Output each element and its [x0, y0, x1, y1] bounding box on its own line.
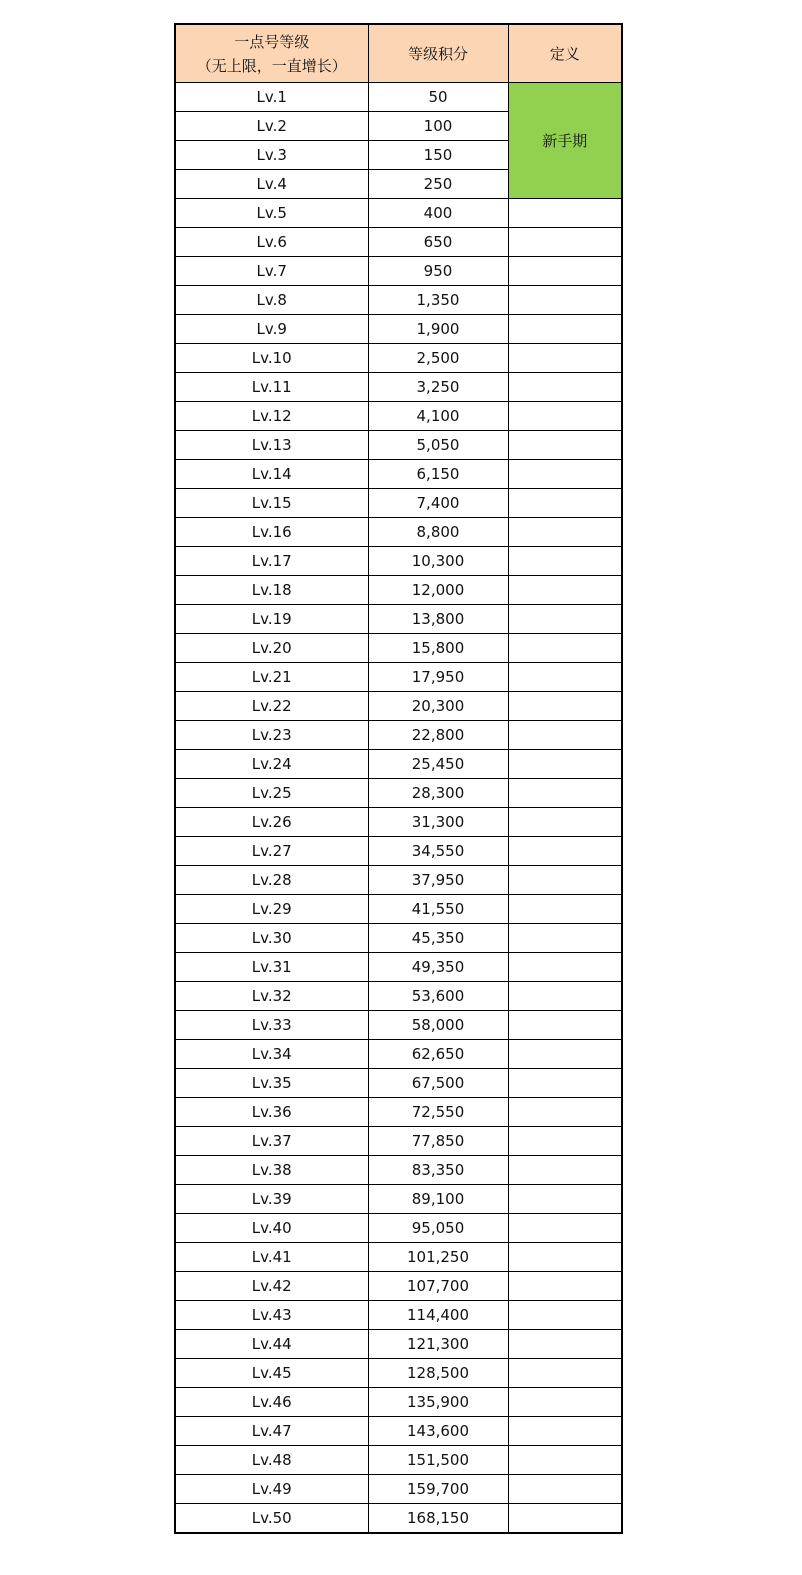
- table-row: [175, 895, 622, 924]
- table-row: [175, 286, 622, 315]
- level-cell: Lv.49: [175, 1475, 368, 1504]
- definition-cell: [508, 924, 622, 953]
- definition-cell: [508, 1504, 622, 1534]
- level-cell: Lv.37: [175, 1127, 368, 1156]
- table-row: [175, 402, 622, 431]
- definition-cell: [508, 1272, 622, 1301]
- level-cell: Lv.39: [175, 1185, 368, 1214]
- level-cell: Lv.48: [175, 1446, 368, 1475]
- points-cell: 15,800: [368, 634, 508, 663]
- level-cell: Lv.8: [175, 286, 368, 315]
- points-cell: 400: [368, 199, 508, 228]
- level-cell: Lv.21: [175, 663, 368, 692]
- level-cell: Lv.4: [175, 170, 368, 199]
- table-row: [175, 634, 622, 663]
- definition-cell: [508, 1040, 622, 1069]
- definition-cell: [508, 1243, 622, 1272]
- definition-cell: [508, 518, 622, 547]
- points-cell: 67,500: [368, 1069, 508, 1098]
- points-cell: 10,300: [368, 547, 508, 576]
- definition-cell: [508, 1098, 622, 1127]
- points-cell: 100: [368, 112, 508, 141]
- table-row: [175, 199, 622, 228]
- table-row: [175, 1417, 622, 1446]
- definition-cell: [508, 286, 622, 315]
- table-row: [175, 1504, 622, 1534]
- table-row: [175, 257, 622, 286]
- level-cell: Lv.31: [175, 953, 368, 982]
- level-cell: Lv.30: [175, 924, 368, 953]
- definition-cell: [508, 605, 622, 634]
- definition-cell: [508, 953, 622, 982]
- header-level-line2: （无上限，一直增长）: [196, 56, 347, 75]
- table-row: [175, 460, 622, 489]
- points-cell: 31,300: [368, 808, 508, 837]
- points-cell: 77,850: [368, 1127, 508, 1156]
- header-points: 等级积分: [368, 24, 508, 83]
- points-cell: 58,000: [368, 1011, 508, 1040]
- definition-cell: [508, 1127, 622, 1156]
- definition-cell: [508, 315, 622, 344]
- table-row: [175, 1359, 622, 1388]
- level-cell: Lv.14: [175, 460, 368, 489]
- level-cell: Lv.5: [175, 199, 368, 228]
- points-cell: 8,800: [368, 518, 508, 547]
- points-cell: 5,050: [368, 431, 508, 460]
- table-row: [175, 924, 622, 953]
- points-cell: 1,350: [368, 286, 508, 315]
- table-row: [175, 1069, 622, 1098]
- definition-cell: [508, 373, 622, 402]
- level-cell: Lv.45: [175, 1359, 368, 1388]
- table-row: [175, 1243, 622, 1272]
- points-cell: 37,950: [368, 866, 508, 895]
- level-cell: Lv.47: [175, 1417, 368, 1446]
- points-cell: 150: [368, 141, 508, 170]
- level-cell: Lv.6: [175, 228, 368, 257]
- definition-cell: [508, 692, 622, 721]
- level-cell: Lv.25: [175, 779, 368, 808]
- points-cell: 143,600: [368, 1417, 508, 1446]
- points-cell: 107,700: [368, 1272, 508, 1301]
- level-cell: Lv.19: [175, 605, 368, 634]
- table-row: [175, 750, 622, 779]
- level-cell: Lv.16: [175, 518, 368, 547]
- table-row: [175, 721, 622, 750]
- level-cell: Lv.42: [175, 1272, 368, 1301]
- level-cell: Lv.9: [175, 315, 368, 344]
- header-level-line1: 一点号等级: [234, 32, 310, 51]
- points-cell: 25,450: [368, 750, 508, 779]
- table-row: [175, 344, 622, 373]
- level-cell: Lv.10: [175, 344, 368, 373]
- points-cell: 95,050: [368, 1214, 508, 1243]
- definition-cell: [508, 228, 622, 257]
- definition-cell: [508, 634, 622, 663]
- table-row: [175, 866, 622, 895]
- points-cell: 101,250: [368, 1243, 508, 1272]
- level-cell: Lv.26: [175, 808, 368, 837]
- level-cell: Lv.17: [175, 547, 368, 576]
- level-cell: Lv.36: [175, 1098, 368, 1127]
- table-row: [175, 1156, 622, 1185]
- definition-cell: [508, 344, 622, 373]
- table-row: [175, 1272, 622, 1301]
- definition-cell: [508, 1330, 622, 1359]
- table-row: [175, 1214, 622, 1243]
- points-cell: 159,700: [368, 1475, 508, 1504]
- table-row: [175, 547, 622, 576]
- level-cell: Lv.27: [175, 837, 368, 866]
- table-row: [175, 1301, 622, 1330]
- table-body: [175, 83, 622, 1534]
- level-cell: Lv.23: [175, 721, 368, 750]
- header-row: [175, 24, 622, 83]
- level-cell: Lv.46: [175, 1388, 368, 1417]
- points-cell: 121,300: [368, 1330, 508, 1359]
- table-row: [175, 228, 622, 257]
- level-points-table: [174, 23, 623, 1534]
- definition-cell: [508, 982, 622, 1011]
- definition-cell: [508, 431, 622, 460]
- table-row: [175, 315, 622, 344]
- points-cell: 45,350: [368, 924, 508, 953]
- level-cell: Lv.34: [175, 1040, 368, 1069]
- points-cell: 17,950: [368, 663, 508, 692]
- points-cell: 128,500: [368, 1359, 508, 1388]
- table-row: [175, 1127, 622, 1156]
- points-cell: 4,100: [368, 402, 508, 431]
- table-row: [175, 373, 622, 402]
- definition-cell: [508, 1214, 622, 1243]
- points-cell: 53,600: [368, 982, 508, 1011]
- definition-cell: [508, 808, 622, 837]
- level-cell: Lv.2: [175, 112, 368, 141]
- table-row: [175, 605, 622, 634]
- definition-cell: [508, 1156, 622, 1185]
- points-cell: 62,650: [368, 1040, 508, 1069]
- definition-cell: [508, 1475, 622, 1504]
- header-definition: 定义: [508, 24, 622, 83]
- definition-cell: [508, 576, 622, 605]
- points-cell: 151,500: [368, 1446, 508, 1475]
- points-cell: 49,350: [368, 953, 508, 982]
- table-row: [175, 1098, 622, 1127]
- points-cell: 22,800: [368, 721, 508, 750]
- points-cell: 72,550: [368, 1098, 508, 1127]
- definition-cell: [508, 1185, 622, 1214]
- definition-cell: [508, 663, 622, 692]
- table-row: [175, 1330, 622, 1359]
- definition-cell: [508, 837, 622, 866]
- points-cell: 114,400: [368, 1301, 508, 1330]
- table-row: [175, 518, 622, 547]
- level-cell: Lv.11: [175, 373, 368, 402]
- level-cell: Lv.43: [175, 1301, 368, 1330]
- definition-cell: [508, 866, 622, 895]
- level-cell: Lv.20: [175, 634, 368, 663]
- points-cell: 41,550: [368, 895, 508, 924]
- table-row: [175, 837, 622, 866]
- table-row: [175, 1475, 622, 1504]
- definition-cell: [508, 895, 622, 924]
- level-cell: Lv.40: [175, 1214, 368, 1243]
- points-cell: 34,550: [368, 837, 508, 866]
- level-cell: Lv.29: [175, 895, 368, 924]
- points-cell: 50: [368, 83, 508, 112]
- definition-cell: [508, 1446, 622, 1475]
- table-header: [175, 24, 622, 83]
- table-row: [175, 982, 622, 1011]
- level-cell: Lv.35: [175, 1069, 368, 1098]
- points-cell: 168,150: [368, 1504, 508, 1534]
- level-cell: Lv.13: [175, 431, 368, 460]
- level-cell: Lv.1: [175, 83, 368, 112]
- table-row: [175, 1185, 622, 1214]
- points-cell: 1,900: [368, 315, 508, 344]
- level-cell: Lv.44: [175, 1330, 368, 1359]
- points-cell: 6,150: [368, 460, 508, 489]
- points-cell: 950: [368, 257, 508, 286]
- definition-cell: [508, 1069, 622, 1098]
- definition-cell: [508, 257, 622, 286]
- points-cell: 20,300: [368, 692, 508, 721]
- definition-cell: [508, 1301, 622, 1330]
- table-row: [175, 489, 622, 518]
- definition-cell: [508, 460, 622, 489]
- level-cell: Lv.12: [175, 402, 368, 431]
- points-cell: 89,100: [368, 1185, 508, 1214]
- definition-cell: [508, 1417, 622, 1446]
- definition-cell: [508, 1359, 622, 1388]
- level-cell: Lv.7: [175, 257, 368, 286]
- points-cell: 135,900: [368, 1388, 508, 1417]
- points-cell: 13,800: [368, 605, 508, 634]
- points-cell: 28,300: [368, 779, 508, 808]
- points-cell: 2,500: [368, 344, 508, 373]
- level-cell: Lv.33: [175, 1011, 368, 1040]
- points-cell: 7,400: [368, 489, 508, 518]
- header-level: [175, 24, 368, 83]
- definition-cell: [508, 1011, 622, 1040]
- points-cell: 650: [368, 228, 508, 257]
- table-row: [175, 83, 622, 112]
- level-cell: Lv.50: [175, 1504, 368, 1534]
- definition-cell: [508, 721, 622, 750]
- definition-cell: [508, 779, 622, 808]
- points-cell: 250: [368, 170, 508, 199]
- table-row: [175, 1040, 622, 1069]
- table-row: [175, 1388, 622, 1417]
- table-row: [175, 576, 622, 605]
- definition-cell: [508, 199, 622, 228]
- points-cell: 3,250: [368, 373, 508, 402]
- table-row: [175, 692, 622, 721]
- level-cell: Lv.24: [175, 750, 368, 779]
- table-row: [175, 808, 622, 837]
- definition-cell: [508, 489, 622, 518]
- definition-cell: [508, 750, 622, 779]
- level-cell: Lv.28: [175, 866, 368, 895]
- level-cell: Lv.15: [175, 489, 368, 518]
- points-cell: 83,350: [368, 1156, 508, 1185]
- level-cell: Lv.41: [175, 1243, 368, 1272]
- level-cell: Lv.22: [175, 692, 368, 721]
- level-cell: Lv.3: [175, 141, 368, 170]
- points-cell: 12,000: [368, 576, 508, 605]
- table-row: [175, 1446, 622, 1475]
- table-row: [175, 431, 622, 460]
- table-row: [175, 663, 622, 692]
- level-cell: Lv.18: [175, 576, 368, 605]
- table-row: [175, 1011, 622, 1040]
- table-row: [175, 779, 622, 808]
- level-cell: Lv.38: [175, 1156, 368, 1185]
- definition-cell: [508, 402, 622, 431]
- table-row: [175, 953, 622, 982]
- definition-cell: [508, 547, 622, 576]
- newbie-period-cell: 新手期: [508, 83, 622, 199]
- level-cell: Lv.32: [175, 982, 368, 1011]
- definition-cell: [508, 1388, 622, 1417]
